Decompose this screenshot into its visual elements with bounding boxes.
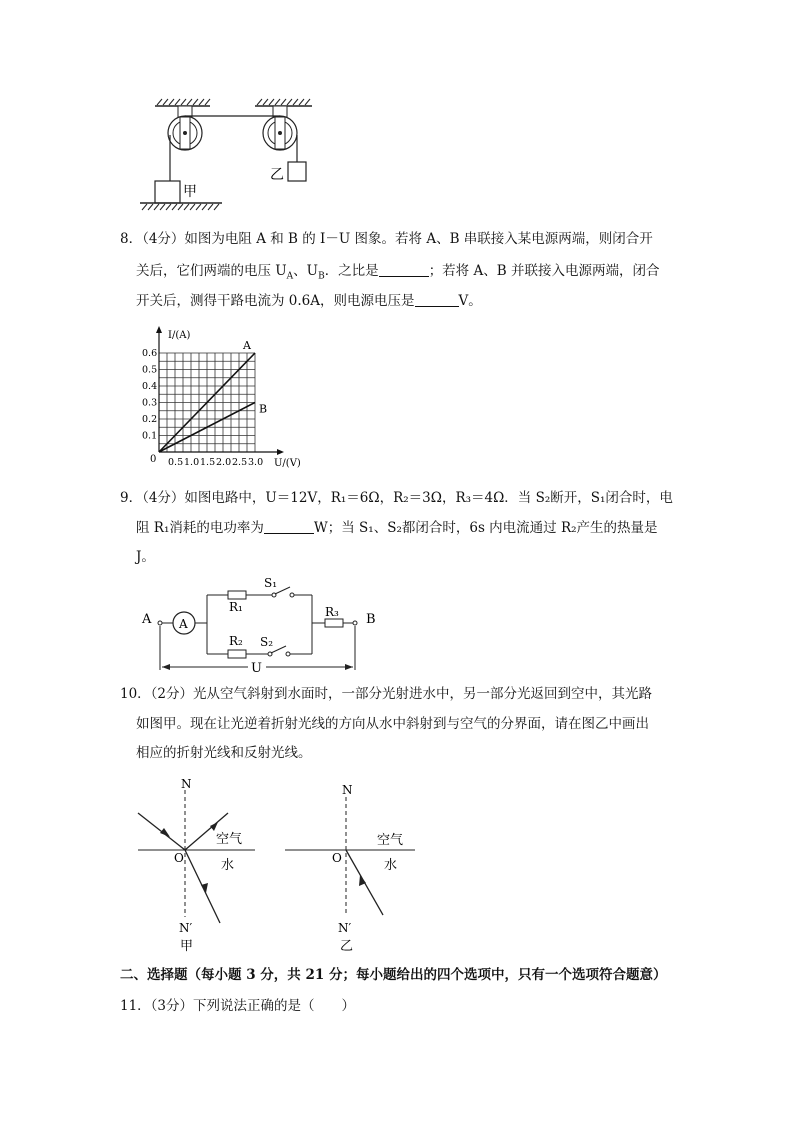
q8-line2 xyxy=(136,261,659,287)
circuit-label-R3: R₃ xyxy=(325,605,339,619)
x-tick-label: 2.5 xyxy=(232,457,248,468)
q9-line1: 9．（4分）如图电路中，U＝12V，R₁＝6Ω，R₂＝3Ω，R₃＝4Ω．当 S₂断开，S₁闭合时，电 xyxy=(120,490,673,506)
y-tick-label: 0.2 xyxy=(142,414,158,425)
series-label-B: B xyxy=(259,402,268,416)
x-tick-label: 3.0 xyxy=(248,457,264,468)
jia-label-O: O xyxy=(174,851,184,865)
origin-label: 0 xyxy=(150,454,157,465)
q8-line3 xyxy=(136,291,482,311)
x-tick-label: 0.5 xyxy=(168,457,184,468)
q8-blank-1[interactable] xyxy=(379,262,429,277)
x-axis-arrow-icon xyxy=(277,449,284,455)
ammeter-label: A xyxy=(179,617,188,631)
q10-line2: 如图甲。现在让光逆着折射光线的方向从水中斜射到与空气的分界面，请在图乙中画出 xyxy=(136,716,649,732)
x-tick-label: 1.5 xyxy=(200,457,216,468)
pulley-label-jia: 甲 xyxy=(183,184,197,200)
pulley-figure xyxy=(130,95,330,215)
y-axis-arrow-icon xyxy=(156,326,162,333)
q9-line2-pre: 阻 R₁消耗的电功率为 xyxy=(136,520,264,536)
yi-caption: 乙 xyxy=(340,939,354,954)
yi-label-air: 空气 xyxy=(377,833,404,848)
yi-label-water: 水 xyxy=(384,858,398,873)
q11-text: 11．（3分）下列说法正确的是（ ） xyxy=(120,998,356,1014)
y-tick-label: 0.6 xyxy=(142,348,158,359)
pulley-label-yi: 乙 xyxy=(270,167,284,183)
q10-line1: 10．（2分）光从空气斜射到水面时，一部分光射进水中，另一部分光返回到空中，其光路 xyxy=(120,686,653,702)
jia-label-N: N xyxy=(181,777,192,791)
y-tick-label: 0.3 xyxy=(142,397,158,409)
jia-caption: 甲 xyxy=(180,939,194,954)
q8-line3-pre: 开关后，测得干路电流为 0.6A，则电源电压是 xyxy=(136,293,415,309)
y-tick-label: 0.4 xyxy=(142,381,158,392)
jia-label-N-prime: N′ xyxy=(179,921,193,935)
y-axis-label: I/(A) xyxy=(168,330,191,341)
jia-label-air: 空气 xyxy=(216,832,243,847)
circuit-label-S1: S₁ xyxy=(264,576,278,590)
circuit-label-R1: R₁ xyxy=(229,600,243,614)
iu-chart xyxy=(130,322,320,472)
yi-label-N: N xyxy=(342,783,353,797)
q8-sub-a: A xyxy=(286,271,294,282)
q8-line3-post: V。 xyxy=(458,293,482,309)
jia-label-water: 水 xyxy=(221,858,235,873)
q8-line2-mid: ．之比是 xyxy=(324,263,379,279)
y-tick-label: 0.5 xyxy=(142,364,158,376)
q9-blank-1[interactable] xyxy=(264,519,314,534)
x-tick-label: 1.0 xyxy=(184,457,200,468)
x-tick-label: 2.0 xyxy=(216,457,232,468)
yi-label-N-prime: N′ xyxy=(338,921,352,935)
x-axis-label: U/(V) xyxy=(274,458,301,469)
circuit-diagram xyxy=(130,574,390,678)
circuit-label-B: B xyxy=(366,612,376,627)
optics-figure-jia xyxy=(130,775,265,955)
optics-figure-yi xyxy=(280,775,420,955)
y-tick-label: 0.1 xyxy=(142,430,158,442)
q8-sub-b: B xyxy=(318,271,325,282)
circuit-label-A: A xyxy=(142,612,152,627)
q8-line1: 8．（4分）如图为电阻 A 和 B 的 I－U 图象。若将 A、B 串联接入某电源两端，则闭合开 xyxy=(120,231,653,247)
yi-label-O: O xyxy=(332,851,342,865)
q9-line2-post: W；当 S₁、S₂都闭合时，6s 内电流通过 R₂产生的热量是 xyxy=(313,520,658,536)
q8-blank-2[interactable] xyxy=(415,292,459,307)
q10-line3: 相应的折射光线和反射光线。 xyxy=(136,745,312,761)
circuit-label-R2: R₂ xyxy=(229,634,243,648)
q9-line3: J。 xyxy=(136,549,155,565)
section2-heading: 二、选择题（每小题 3 分，共 21 分；每小题给出的四个选项中，只有一个选项符合题意） xyxy=(120,967,667,983)
q8-line2-pre: 关后，它们两端的电压 U xyxy=(136,263,287,279)
series-label-A: A xyxy=(243,339,251,352)
q9-line2 xyxy=(136,518,658,538)
q8-line2-post: ；若将 A、B 并联接入电源两端，闭合 xyxy=(428,263,660,279)
circuit-label-S2: S₂ xyxy=(260,635,274,649)
circuit-label-U: U xyxy=(251,661,262,676)
q8-sep: 、U xyxy=(293,263,319,279)
